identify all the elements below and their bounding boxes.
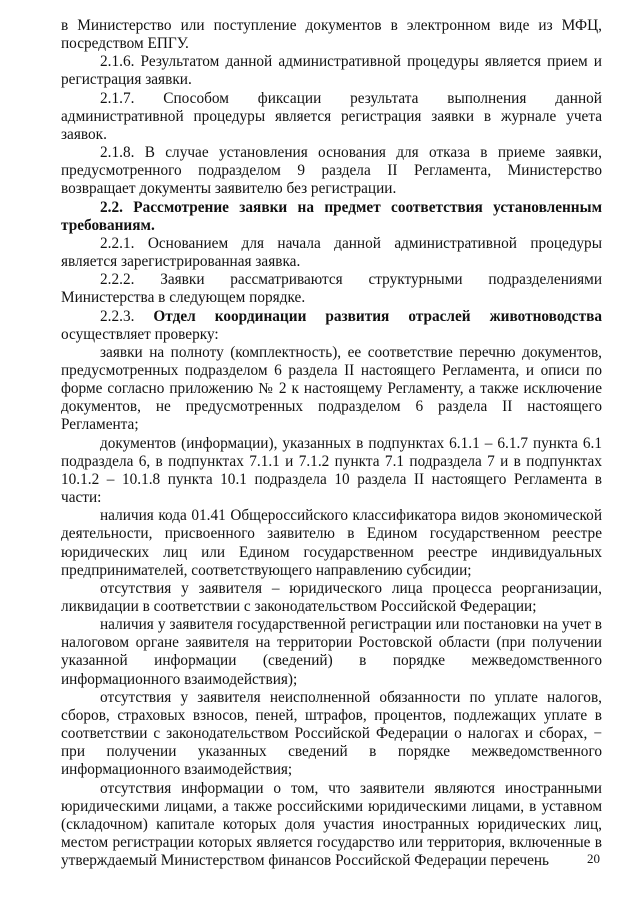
- paragraph-2-2-3-rest: осуществляет проверку:: [61, 325, 219, 343]
- paragraph-2-1-6: 2.1.6. Результатом данной административной процедуры является прием и регистрация заявки.: [61, 53, 602, 89]
- paragraph-2-2-2: 2.2.2. Заявки рассматриваются структурными подразделениями Министерства в следующем порядке.: [61, 271, 602, 307]
- list-item-no-foreign-entities: отсутствия информации о том, что заявители являются иностранными юридическими лицами, а также российскими юридическими лицами, в уставном (складочном) капитале которых доля участия иностранных юридических лиц, местом регистрации которых является государство или территория, включенные в утверждаемый Министерством финансов Российской Федерации перечень: [61, 779, 602, 870]
- section-heading-2-2: 2.2. Рассмотрение заявки на предмет соответствия установленным требованиям.: [61, 198, 602, 234]
- list-item-tax-registration: наличия у заявителя государственной регистрации или постановки на учет в налоговом органе заявителя на территории Ростовской области (при получении указанной информации (сведений) в порядке межведомственного информационного взаимодействия);: [61, 616, 602, 688]
- paragraph-continuation: в Министерство или поступление документов в электронном виде из МФЦ, посредством ЕПГУ.: [61, 17, 602, 53]
- list-item-documents: документов (информации), указанных в подпунктах 6.1.1 – 6.1.7 пункта 6.1 подраздела 6, в подпунктах 7.1.1 и 7.1.2 пункта 7.1 подраздела 7 и в подпунктах 10.1.2 – 10.1.8 пункта 10.1 подраздела 10 раздела II настоящего Регламента в части:: [61, 434, 602, 507]
- paragraph-2-2-3: [61, 308, 602, 344]
- page-number: 20: [587, 851, 600, 866]
- list-item-no-reorganization: отсутствия у заявителя – юридического лица процесса реорганизации, ликвидации в соответствии с законодательством Российской Федерации;: [61, 579, 602, 615]
- list-item-no-tax-debt: отсутствия у заявителя неисполненной обязанности по уплате налогов, сборов, страховых взносов, пеней, штрафов, процентов, подлежащих уплате в соответствии с законодательством Российской Федерации о налогах и сборах, − при получении указанных сведений в порядке межведомственного информационного взаимодействия;: [61, 688, 602, 779]
- document-body: [61, 17, 602, 870]
- list-item-okved-code: наличия кода 01.41 Общероссийского классификатора видов экономической деятельности, присвоенного заявителю в Едином государственном реестре юридических лиц или Едином государственном реестре индивидуальных предпринимателей, соответствующего направлению субсидии;: [61, 507, 602, 579]
- list-item-completeness: заявки на полноту (комплектность), ее соответствие перечню документов, предусмотренных подразделом 6 раздела II настоящего Регламента, и описи по форме согласно приложению № 2 к настоящему Регламенту, а также исключение документов, не предусмотренных подразделом 6 раздела II настоящего Регламента;: [61, 343, 602, 434]
- paragraph-2-1-8: 2.1.8. В случае установления основания для отказа в приеме заявки, предусмотренного подразделом 9 раздела II Регламента, Министерство возвращает документы заявителю без регистрации.: [61, 144, 602, 198]
- paragraph-2-1-7: 2.1.7. Способом фиксации результата выполнения данной административной процедуры является регистрация заявки в журнале учета заявок.: [61, 89, 602, 143]
- department-name: Отдел координации развития отраслей животноводства: [153, 307, 602, 325]
- paragraph-2-2-1: 2.2.1. Основанием для начала данной административной процедуры является зарегистрированная заявка.: [61, 234, 602, 271]
- paragraph-2-2-3-number: 2.2.3.: [100, 307, 154, 325]
